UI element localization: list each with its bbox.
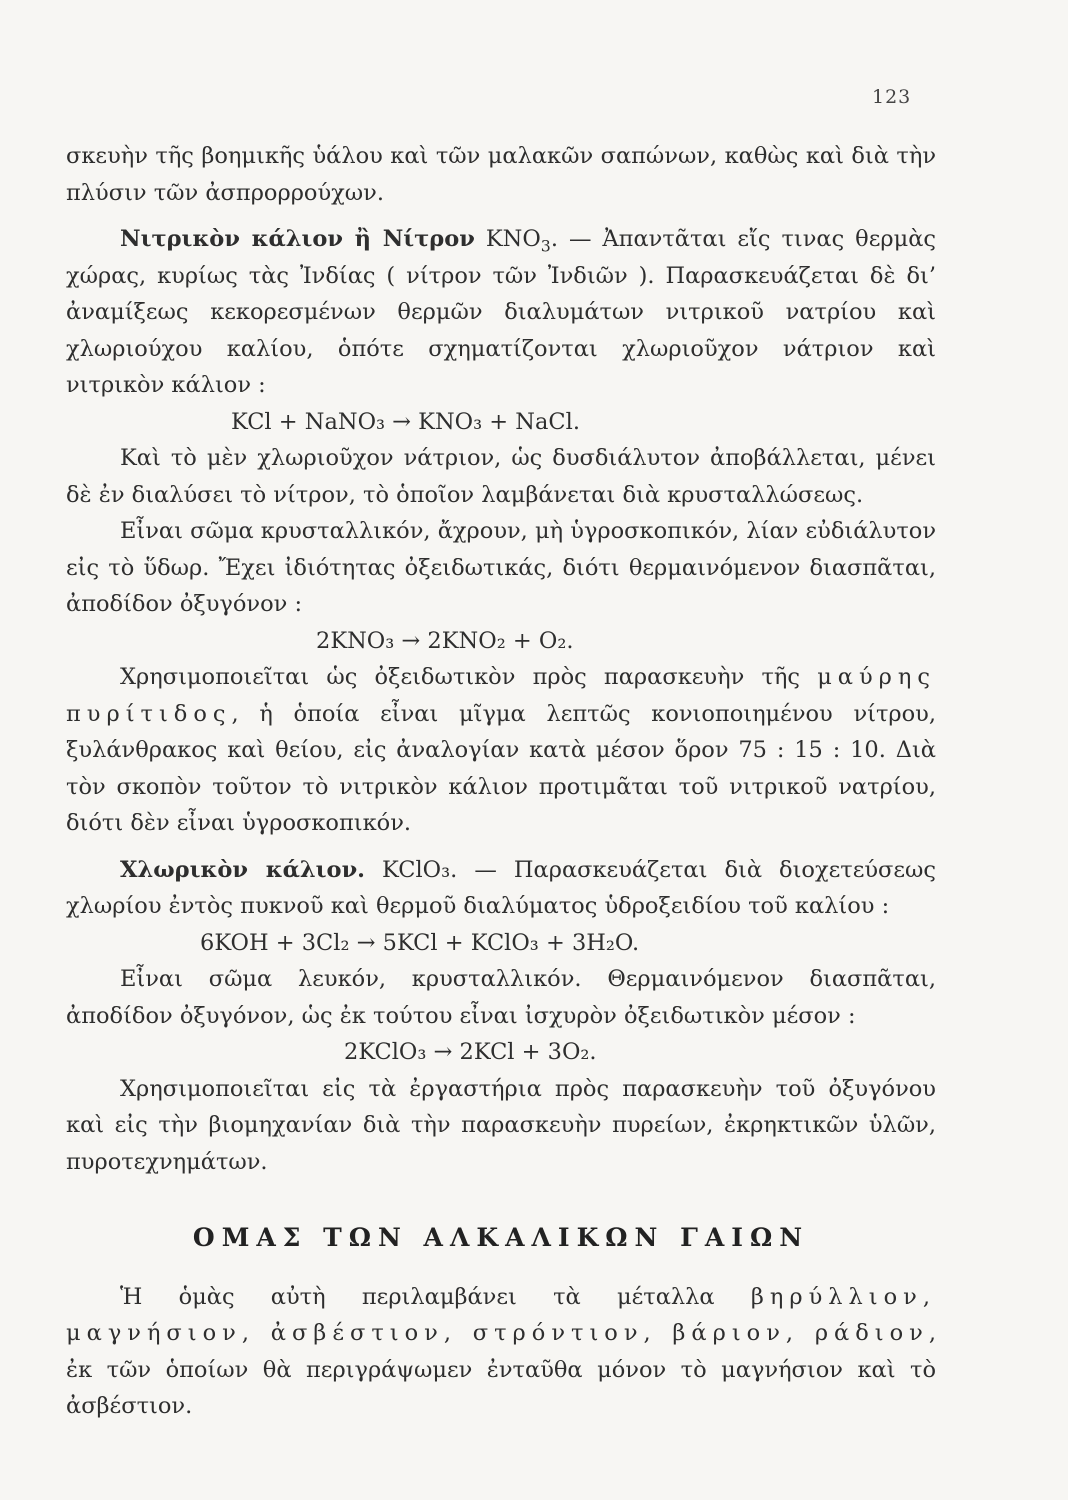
- chlorate-equation-2: 2KClO₃ → 2KCl + 3O₂.: [344, 1039, 597, 1065]
- nitre-title: Νιτρικὸν κάλιον ἢ Νίτρον: [120, 226, 475, 252]
- page-body: [66, 138, 936, 1425]
- section-heading: ΟΜΑΣ ΤΩΝ ΑΛΚΑΛΙΚΩΝ ΓΑΙΩΝ: [192, 1223, 810, 1252]
- intro-paragraph: σκευὴν τῆς βοημικῆς ὑάλου καὶ τῶν μαλακῶν σαπώνων, καθὼς καὶ διὰ τὴν πλύσιν τῶν ἀσπρορρούχων.: [66, 143, 936, 206]
- nitre-paragraph-2: Καὶ τὸ μὲν χλωριοῦχον νάτριον, ὡς δυσδιάλυτον ἀποβάλλεται, μένει δὲ ἐν διαλύσει τὸ νίτρον, τὸ ὁποῖον λαμβάνεται διὰ κρυσταλλώσεως.: [66, 445, 936, 508]
- nitre-paragraph-4: Χρησιμοποιεῖται ὡς ὀξειδωτικὸν πρὸς παρασκευὴν τῆς μαύρης πυρίτιδος, ἡ ὁποία εἶναι μῖγμα λεπτῶς κονιοποιημένου νίτρου, ξυλάνθρακος καὶ θείου, εἰς ἀναλογίαν κατὰ μέσον ὅρον 75 : 15 : 10. Διὰ τὸν σκοπὸν τοῦτον τὸ νιτρικὸν κάλιον προτιμᾶται τοῦ νιτρικοῦ νατρίου, διότι δὲν εἶναι ὑγροσκοπικόν.: [66, 664, 936, 836]
- nitre-equation-2: 2KNO₃ → 2KNO₂ + O₂.: [316, 627, 574, 654]
- black-powder-term: μαύρης πυρίτιδος: [66, 664, 936, 727]
- page-number: 123: [872, 86, 912, 108]
- chlorate-text-1: . — Παρασκευάζεται διὰ διοχετεύσεως χλωρίου ἐντὸς πυκνοῦ καὶ θερμοῦ διαλύματος ὑδροξειδίου τοῦ καλίου :: [66, 856, 937, 919]
- chlorate-equation-1: 6KOH + 3Cl₂ → 5KCl + KClO₃ + 3H₂O.: [200, 929, 640, 956]
- nitre-equation-1: KCl + NaNO₃ → KNO₃ + NaCl.: [231, 408, 580, 435]
- chlorate-paragraph-2: Εἶναι σῶμα λευκόν, κρυσταλλικόν. Θερμαινόμενον διασπᾶται, ἀποδίδον ὀξυγόνον, ὡς ἐκ τούτου εἶναι ἰσχυρὸν ὀξειδωτικὸν μέσον :: [66, 966, 936, 1029]
- chlorate-paragraph: [66, 852, 936, 925]
- nitre-formula: $KNO_3$: [485, 226, 551, 256]
- chlorate-paragraph-3: Χρησιμοποιεῖται εἰς τὰ ἐργαστήρια πρὸς παρασκευὴν τοῦ ὀξυγόνου καὶ εἰς τὴν βιομηχανίαν διὰ τὴν παρασκευὴν πυρείων, ἐκρηκτικῶν ὑλῶν, πυροτεχνημάτων.: [66, 1075, 936, 1175]
- element-list: βηρύλλιον, μαγνήσιον, ἀσβέστιον, στρόντιον, βάριον, ράδιον: [66, 1283, 936, 1346]
- nitre-paragraph-3: Εἶναι σῶμα κρυσταλλικόν, ἄχρουν, μὴ ὑγροσκοπικόν, λίαν εὐδιάλυτον εἰς τὸ ὕδωρ. Ἔχει ἰδιότητας ὀξειδωτικάς, διότι θερμαινόμενον διασπᾶται, ἀποδίδον ὀξυγόνον :: [66, 518, 936, 617]
- chlorate-formula: KClO₃: [365, 856, 451, 883]
- nitre-paragraph: [66, 221, 936, 404]
- chlorate-title: Χλωρικὸν κάλιον.: [120, 856, 366, 883]
- nitre-text-1: . — Ἀπαντᾶται εἴς τινας θερμὰς χώρας, κυρίως τὰς Ἰνδίας ( νίτρον τῶν Ἰνδιῶν ). Παρασκευάζεται δὲ δι’ ἀναμίξεως κεκορεσμένων θερμῶν διαλυμάτων νιτρικοῦ νατρίου καὶ χλωριούχου καλίου, ὁπότε σχηματίζονται χλωριοῦχον νάτριον καὶ νιτρικὸν κάλιον :: [66, 226, 936, 398]
- section-paragraph: Ἡ ὁμὰς αὐτὴ περιλαμβάνει τὰ μέταλλα βηρύλλιον, μαγνήσιον, ἀσβέστιον, στρόντιον, βάριον, ράδιον, ἐκ τῶν ὁποίων θὰ περιγράψωμεν ἐνταῦθα μόνον τὸ μαγνήσιον καὶ τὸ ἀσβέστιον.: [66, 1283, 936, 1419]
